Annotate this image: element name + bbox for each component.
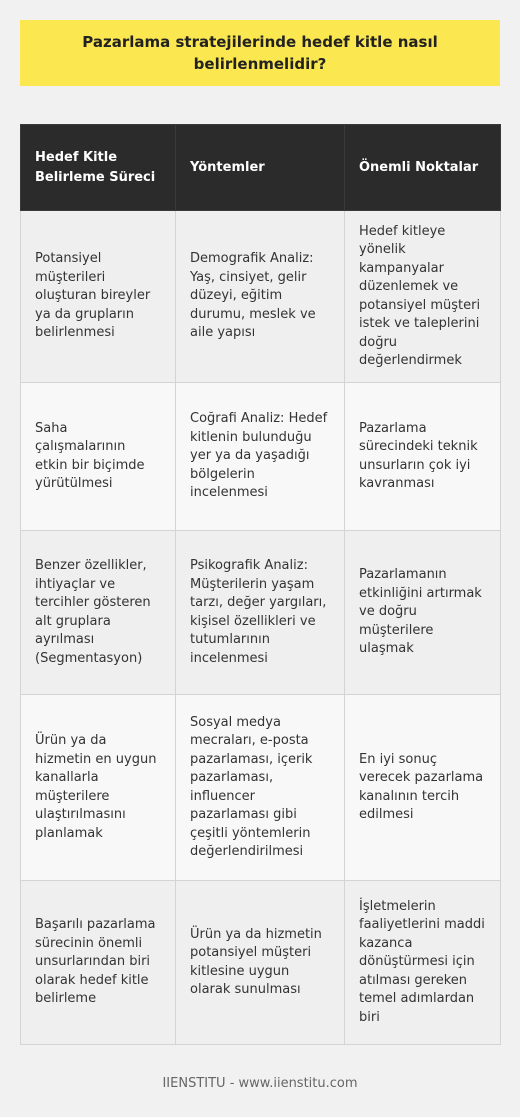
column-header: Yöntemler: [176, 125, 345, 211]
table-cell: Pazarlama sürecindeki teknik unsurların çok iyi kavranması: [345, 383, 501, 531]
table-cell: Pazarlamanın etkinliğini artırmak ve doğru müşterilere ulaşmak: [345, 531, 501, 695]
page-title: Pazarlama stratejilerinde hedef kitle nasıl belirlenmelidir?: [82, 33, 438, 73]
table-row: [21, 695, 501, 881]
title-banner: [20, 20, 500, 86]
table-cell: Başarılı pazarlama sürecinin önemli unsurlarından biri olarak hedef kitle belirleme: [21, 881, 176, 1045]
table-cell: Coğrafi Analiz: Hedef kitlenin bulunduğu yer ya da yaşadığı bölgelerin incelenmesi: [176, 383, 345, 531]
table-cell: Sosyal medya mecraları, e-posta pazarlaması, içerik pazarlaması, influencer pazarlaması gibi çeşitli yöntemlerin değerlendirilmesi: [176, 695, 345, 881]
table-cell: İşletmelerin faaliyetlerini maddi kazanca dönüştürmesi için atılması gereken temel adımlardan biri: [345, 881, 501, 1045]
table-cell: Ürün ya da hizmetin en uygun kanallarla müşterilere ulaştırılmasını planlamak: [21, 695, 176, 881]
table-row: [21, 531, 501, 695]
table-cell: Benzer özellikler, ihtiyaçlar ve tercihler gösteren alt gruplara ayrılması (Segmentasyon): [21, 531, 176, 695]
table-cell: En iyi sonuç verecek pazarlama kanalının tercih edilmesi: [345, 695, 501, 881]
table-cell: Demografik Analiz: Yaş, cinsiyet, gelir düzeyi, eğitim durumu, meslek ve aile yapısı: [176, 211, 345, 383]
table-cell: Saha çalışmalarının etkin bir biçimde yürütülmesi: [21, 383, 176, 531]
table-cell: Ürün ya da hizmetin potansiyel müşteri kitlesine uygun olarak sunulması: [176, 881, 345, 1045]
footer-credit: IIENSTITU - www.iienstitu.com: [162, 1076, 358, 1091]
table-row: [21, 383, 501, 531]
table-cell: Hedef kitleye yönelik kampanyalar düzenlemek ve potansiyel müşteri istek ve taleplerini doğru değerlendirmek: [345, 211, 501, 383]
table-row: [21, 211, 501, 383]
table-header-row: [21, 125, 501, 211]
table-cell: Potansiyel müşterileri oluşturan bireyler ya da grupların belirlenmesi: [21, 211, 176, 383]
column-header: Önemli Noktalar: [345, 125, 501, 211]
data-table: [20, 124, 501, 1045]
table-row: [21, 881, 501, 1045]
column-header: Hedef Kitle Belirleme Süreci: [21, 125, 176, 211]
table-cell: Psikografik Analiz: Müşterilerin yaşam tarzı, değer yargıları, kişisel özellikleri ve tutumlarının incelenmesi: [176, 531, 345, 695]
